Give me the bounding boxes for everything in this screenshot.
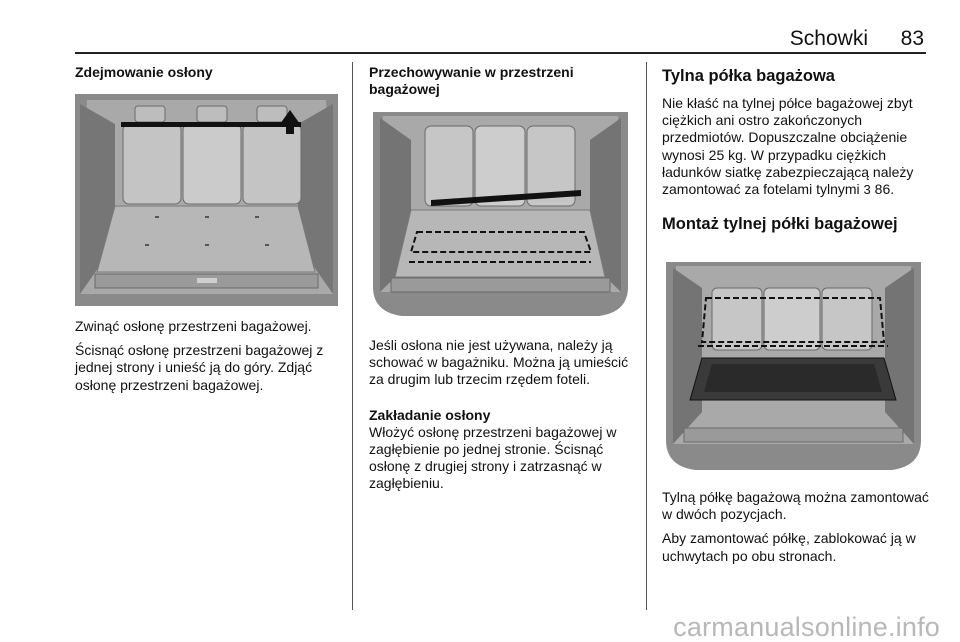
paragraph-shelf-positions: Tylną półkę bagażową można zamontować w dwóch pozycjach.: [662, 489, 929, 523]
figure-shelf-installation: [662, 262, 925, 472]
section-heading-storage: Przechowywanie w przestrzeni bagażowej: [369, 64, 574, 97]
right-column-text: [662, 489, 930, 565]
paragraph-install-cover: Włożyć osłonę przestrzeni bagażowej w zagłębienie po jednej stronie. Ścisnąć osłonę z drugiej strony i zatrzasnąć w zagłębieniu.: [369, 423, 617, 492]
column-divider-2: [646, 62, 647, 610]
header-rule: [75, 52, 926, 54]
right-column: [662, 66, 930, 234]
paragraph-roll-up-cover: Zwinąć osłonę przestrzeni bagażowej.: [75, 318, 312, 334]
reference-arrow-icon: 3: [863, 182, 871, 198]
left-column: [75, 64, 343, 81]
section-heading-remove-cover: Zdejmowanie osłony: [75, 64, 213, 80]
figure-cargo-cover-removal: [75, 94, 338, 306]
middle-column: [369, 64, 637, 98]
paragraph-storage: Jeśli osłona nie jest używana, należy ją schować w bagażniku. Można ją umieścić za drugim lub trzecim rzędem foteli.: [369, 337, 629, 388]
reference-page-link[interactable]: 86.: [874, 181, 895, 198]
cargo-storage-image: [369, 112, 632, 320]
paragraph-remove-cover: Ścisnąć osłonę przestrzeni bagażowej z jednej strony i unieść ją do góry. Zdjąć osłonę przestrzeni bagażowej.: [75, 342, 324, 393]
watermark-text: carmanualsonline.info: [673, 612, 940, 642]
page-number: 83: [900, 27, 924, 50]
section-heading-rear-shelf: Tylna półka bagażowa: [662, 67, 835, 85]
left-column-text: [75, 318, 343, 394]
paragraph-shelf-lock: Aby zamontować półkę, zablokować ją w uchwytach po obu stronach.: [662, 530, 916, 564]
section-heading-install-shelf: Montaż tylnej półki bagażowej: [662, 215, 898, 234]
middle-column-text: [369, 337, 637, 492]
figure-cover-storage: [369, 112, 632, 320]
page-header-title: Schowki: [789, 27, 868, 50]
section-heading-install-cover: Zakładanie osłony: [369, 406, 491, 423]
cargo-area-image: [75, 94, 338, 306]
column-divider-1: [352, 62, 353, 610]
paragraph-rear-shelf: [662, 95, 930, 198]
paragraph-rear-shelf-text: Nie kłaść na tylnej półce bagażowej zbyt ciężkich ani ostro zakończonych przedmiotów. Dopuszczalne obciążenie wynosi 25 kg. W przypadku ciężkich ładunków siatkę zabezpieczającą należy zamontować za fotelami tylnymi: [662, 95, 914, 198]
rear-shelf-image: [662, 262, 925, 472]
